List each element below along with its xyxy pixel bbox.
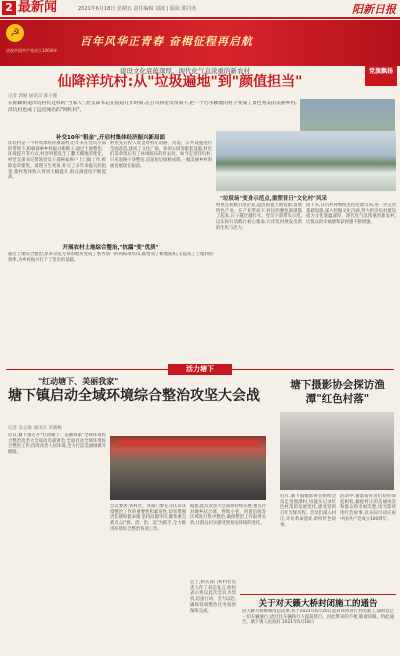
article2-column-3: 据悉,此次攻坚大会战将持续开展,重点针对城乡结合部、背街小巷、河道沿线等区域进行集中整治,确保整治工作取得实效,让群众切实感受到身边环境的变化。 <box>190 504 266 527</box>
article1-kicker: 建设文化底蕴深厚、现代化气息浓重的新农村 <box>120 67 250 75</box>
lake-photo <box>216 131 396 191</box>
article2-column-2: 会议要求,各村社、各部门要充分认识环境整治工作的重要性和紧迫性,切实增强责任感和使命感,坚持问题导向,聚焦重点难点,以"拆、清、治、美"为抓手,全力推进环境综合整治各项工作。 <box>110 504 186 532</box>
article1-byline: 记者 郭丽 通讯员 陈小健 <box>8 94 58 99</box>
banner-subtitle: 庆祝中国共产党成立100周年 <box>6 48 58 53</box>
article1-subhead-1: 补交10年"租金",开启村集体经济振兴新局面 <box>56 135 165 141</box>
article3-column-2: 活动中,摄影爱好者们纷纷拿起相机,捕捉村庄的美丽风景和群众的幸福笑脸,用光影讲述红色故事,以实际行动庆祝中国共产党成立100周年。 <box>340 494 396 522</box>
column-badge: 党旗飘扬 <box>365 66 397 86</box>
page-number: 2 <box>2 1 16 15</box>
article2-column-4: 会上,相关部门和村社负责人作了表态发言,纷纷表示将以此次会议为契机,迅速行动、全力以赴,确保各项整治任务按时保质完成。 <box>190 580 236 614</box>
article1-headline[interactable]: 仙降洋坑村:从"垃圾遍地"到"颜值担当" <box>57 74 303 90</box>
article1-lead: 在仙降街道洋坑村有这样的"当家人",党支部书记在短短几年时间,在公司和党员带领下,把一个污水横流的村子变成了景色秀美的美丽乡村,洋坑村也成了远近闻名的"网红村"。 <box>8 101 297 113</box>
notice-rule <box>240 594 396 595</box>
article1-column-1: 洋坑村是一个村集体经济薄弱村,近年来在党员干部的带领下,积极探索乡村振兴新路子,通过土地整治、环境提升等方式,村容村貌发生了翻天覆地的变化。村党支部书记带领党员干部挨家挨户上门做工作,拆除违章建筑、清理卫生死角,补交了多年来拖欠的租金,使村集体收入得到大幅提升,群众满意度不断提高。 <box>8 141 106 181</box>
article1-column-5: 接下来,洋坑村将继续坚持党建引领,进一步完善基础设施,深入挖掘文化内涵,努力把洋坑村建设成为文化底蕴深厚、现代化气息浓重的新农村,让群众的幸福感和获得感不断增强。 <box>306 203 396 226</box>
article3-column-1: 近日,塘下镇摄影协会组织会员走进渔潭村,用镜头记录红色村落的发展变化,感受党的百年光辉历程。会员们深入村庄,寻访革命遗址,聆听红色故事。 <box>280 494 336 528</box>
issue-meta: 2021年6月18日 星期五 责任编辑 刘波 | 版面 郭丹杰 <box>78 6 197 12</box>
photo-caption: "垃圾场"变身示范点,重塑昔日"文化村"风采 <box>220 196 328 202</box>
article2-column-1: 近日,塘下镇召开"红动塘下、美丽我家"全域环境综合整治攻坚大会战动员部署会,全面启动全域环境综合整治工作,持续改善人居环境,全力打造美丽城镇升级版。 <box>8 433 106 456</box>
party-emblem-icon: ☭ <box>6 24 24 42</box>
section-title: 最新闻 <box>18 0 58 15</box>
article3-headline[interactable]: 塘下摄影协会探访渔潭"红色村落" <box>290 379 385 405</box>
section2-label: 活力塘下 <box>168 364 232 375</box>
notice-title[interactable]: 关于对天籁大桥封闭施工的通告 <box>258 599 378 609</box>
article1-column-3: 村里还积极引进企业,盘活闲置土地资源,发展特色产业。在产业带动下,村民的腰包渐渐鼓了起来,日子越过越红火。党员干部带头示范,以实际行动践行初心使命,让洋坑村焕发出新的生机与活力。 <box>216 203 302 231</box>
article2-kicker: "红动塘下、美丽我家" <box>38 377 119 386</box>
article2-byline: 记者 吴志敏 通讯员 李晓梅 <box>8 426 62 431</box>
newspaper-logo: 阳新日报 <box>352 3 396 16</box>
banner-slogan: 百年风华正青春 奋楫征程再启航 <box>80 35 253 48</box>
article1-column-2: 村里先后投入资金对村庄道路、河道、公共设施进行全面改造,建成了文化广场、休闲公园等配套设施,村民们茶余饭后有了休闲娱乐的好去处。如今走进洋坑村,只见道路干净整洁,房前屋后绿树成荫,一幅美丽乡村的画卷展现在眼前。 <box>110 141 212 169</box>
article2-headline[interactable]: 塘下镇启动全域环境综合整治攻坚大会战 <box>8 388 260 404</box>
article1-subhead-2: 开展农村土地综合整治,"抗漏"变"优质" <box>62 245 159 251</box>
notice-body: 因天籁大桥维修改造需要,将于2021年6月20日起对该桥进行封闭施工,届时禁止一切车辆通行,请过往车辆和行人提前绕行。由此带来的不便,敬请谅解。特此通告。塘下镇人民政府 2021年6月18日 <box>242 609 394 626</box>
article1-column-4: 通过土地综合整治,原本杂乱无章的地块变成了整齐划一的高标准农田,既增加了耕地面积,又提高了土地利用效率,为乡村振兴打下了坚实的基础。 <box>8 252 213 263</box>
photographer-photo <box>280 412 394 490</box>
header-rule <box>0 17 400 19</box>
conference-banner <box>118 440 258 446</box>
